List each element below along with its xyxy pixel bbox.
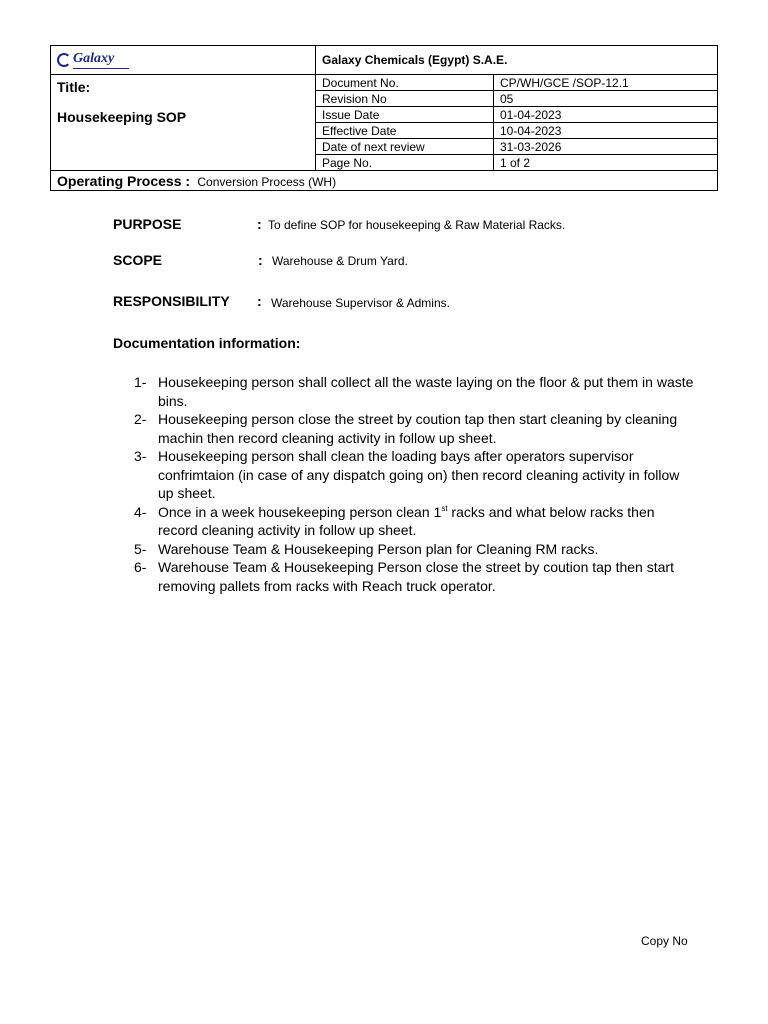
list-item-text: Warehouse Team & Housekeeping Person plan for Cleaning RM racks. <box>158 540 599 557</box>
purpose-colon: : <box>257 216 262 232</box>
list-item-text: Warehouse Team & Housekeeping Person close the street by coution tap then start removing pallets from racks with Reach truck operator. <box>158 559 674 594</box>
responsibility-label: RESPONSIBILITY <box>113 293 230 309</box>
scope-value: Warehouse & Drum Yard. <box>272 254 408 268</box>
documentation-heading: Documentation information: <box>113 335 301 351</box>
operating-process-row <box>51 171 718 191</box>
list-item <box>134 503 694 540</box>
title-value: Housekeeping SOP <box>57 109 187 125</box>
list-item <box>134 447 694 503</box>
galaxy-logo <box>57 51 129 69</box>
operating-process-value: Conversion Process (WH) <box>197 174 337 189</box>
list-item-number: 5- <box>134 540 147 557</box>
list-item <box>134 558 694 595</box>
purpose-label: PURPOSE <box>113 216 182 232</box>
list-item-text: Housekeeping person shall collect all the waste laying on the floor & put them in waste bins. <box>158 374 694 409</box>
list-item-number: 6- <box>134 559 147 575</box>
list-item <box>134 410 694 447</box>
next-review-value: 31-03-2026 <box>494 139 718 155</box>
list-item-number: 2- <box>134 411 147 427</box>
list-item-number: 4- <box>134 503 147 520</box>
list-item-number: 3- <box>134 448 147 464</box>
effective-date-label: Effective Date <box>316 123 494 139</box>
purpose-value: To define SOP for housekeeping & Raw Material Racks. <box>268 218 566 232</box>
revision-no-label: Revision No <box>316 91 494 107</box>
operating-process-label: Operating Process : <box>57 172 191 189</box>
logo-cell <box>51 46 316 75</box>
page-no-label: Page No. <box>316 155 494 171</box>
next-review-label: Date of next review <box>316 139 494 155</box>
effective-date-value: 10-04-2023 <box>494 123 718 139</box>
document-no-label: Document No. <box>316 75 494 91</box>
document-header-table <box>50 45 718 191</box>
list-item-number: 1- <box>134 374 147 390</box>
list-item-text-part: racks and what below racks then record cleaning activity in follow up sheet. <box>158 503 655 538</box>
company-name: Galaxy Chemicals (Egypt) S.A.E. <box>316 46 718 75</box>
responsibility-colon: : <box>257 293 262 309</box>
scope-colon: : <box>258 252 263 268</box>
document-no-value: CP/WH/GCE /SOP-12.1 <box>494 75 718 91</box>
responsibility-value: Warehouse Supervisor & Admins. <box>271 296 450 310</box>
list-item-text <box>158 503 694 540</box>
logo-text: Galaxy <box>73 50 115 66</box>
list-item <box>134 373 694 410</box>
ordinal-superscript: st <box>441 503 448 513</box>
copy-no-label: Copy No <box>641 934 688 948</box>
title-cell <box>51 75 316 171</box>
list-item <box>134 540 694 559</box>
list-item-text-part: Once in a week housekeeping person clean 1 <box>158 503 442 520</box>
documentation-list <box>134 373 694 595</box>
galaxy-logo-mark-icon <box>57 53 71 67</box>
revision-no-value: 05 <box>494 91 718 107</box>
list-item-text: Housekeeping person shall clean the loading bays after operators supervisor confrimtaion (in case of any dispatch going on) then record cleaning activity in follow up sheet. <box>158 448 680 501</box>
title-label: Title: <box>57 79 91 95</box>
issue-date-label: Issue Date <box>316 107 494 123</box>
issue-date-value: 01-04-2023 <box>494 107 718 123</box>
scope-label: SCOPE <box>113 252 163 268</box>
page-no-value: 1 of 2 <box>494 155 718 171</box>
list-item-text: Housekeeping person close the street by coution tap then start cleaning by cleaning machin then record cleaning activity in follow up sheet. <box>158 411 678 446</box>
